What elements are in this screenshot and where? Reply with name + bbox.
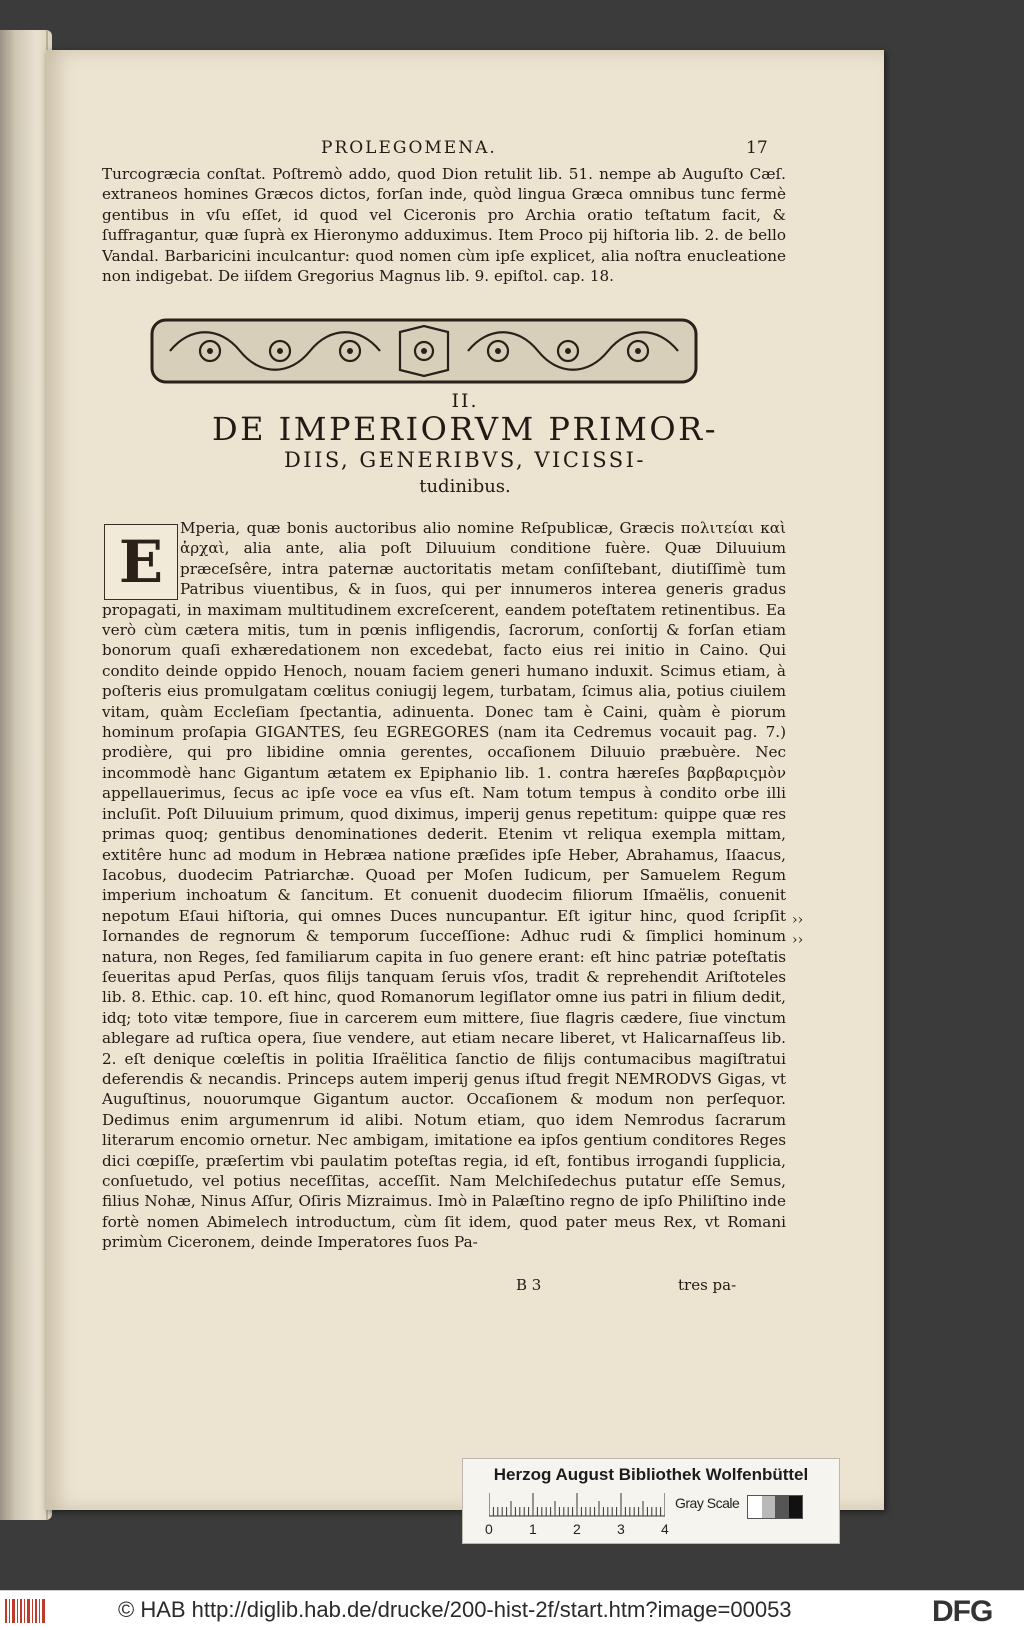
barcode-icon <box>4 1597 48 1625</box>
copyright-link[interactable]: © HAB http://diglib.hab.de/drucke/200-hist-2f/start.htm?image=00053 <box>118 1597 792 1622</box>
ruler-icon <box>489 1491 665 1517</box>
printer-signature: B 3 <box>516 1276 542 1294</box>
dfg-logo: DFG <box>932 1595 993 1628</box>
page-number: 17 <box>746 138 768 158</box>
swatch-cell <box>789 1496 803 1518</box>
section-number: II. <box>451 390 479 412</box>
gray-scale-label: Gray Scale <box>675 1495 740 1511</box>
main-text-block <box>102 518 786 1253</box>
left-page-edge <box>0 30 52 1520</box>
swatch-cell <box>775 1496 789 1518</box>
footer-bar <box>0 1590 1024 1630</box>
intro-paragraph: Turcogræcia conſtat. Poſtremò addo, quod Dion retulit lib. 51. nempe ab Auguſto Cæſ. extraneos homines Græcos dictos, forſan inde, quòd lingua Græca omnibus tunc fermè gentibus in vſu eſſet, id quod vel Ciceronis pro Archia oratio teſtatum facit, & ſuffragantur, quæ ſuprà ex Hieronymo adduximus. Item Proco pij hiſtoria lib. 2. de bello Vandal. Barbaricini inculcantur: quod nomen cùm ipſe explicet, alia noſtra enucleatione non indigebat. De iiſdem Gregorius Magnus lib. 9. epiſtol. cap. 18. <box>102 165 786 286</box>
book-page <box>46 50 884 1510</box>
swatch-cell <box>762 1496 776 1518</box>
ruler-label: 0 <box>485 1521 493 1537</box>
ruler-label: 4 <box>661 1521 669 1537</box>
swatch-cell <box>748 1496 762 1518</box>
card-title: Herzog August Bibliothek Wolfenbüttel <box>493 1465 809 1484</box>
ruler-label: 3 <box>617 1521 625 1537</box>
section-title-line3: tudinibus. <box>419 476 511 497</box>
section-title-line1: DE IMPERIORVM PRIMOR- <box>211 410 719 448</box>
initial-spacer <box>102 518 180 598</box>
ruler-labels <box>485 1521 685 1539</box>
gray-scale-swatch <box>747 1495 803 1519</box>
color-reference-card <box>462 1458 840 1544</box>
main-paragraph: Mperia, quæ bonis auctoribus alio nomine Reſpublicæ, Græcis πολιτείαι καὶ ἀρχαὶ, alia ante, alia poſt Diluuium conditione fuère. Quæ Diluuium præceſsêre, intra paternæ auctoritatis metam conſiſtebant, diutiſſimè tum Patribus viuentibus, & in ſuos, qui per innumeros interea generis gradus propagati, in maximam multitudinem excreſcerent, eandem poteſtatem retinentibus. Ea verò cùm cætera mitis, tum in pœnis infligendis, ſacrorum, conſortij & forſan etiam bonorum quaſi exhæredationem non excedebat, facto eius rei initio in Caino. Qui condito deinde oppido Henoch, nouam faciem generi humano induxit. Scimus etiam, à poſteris eius promulgatam cœlitus coniugij legem, turbatam, ſcimus alia, potius ciuilem vitam, quàm Eccleſiam ſpectantia, adinuenta. Donec tam è Caini, quàm è piorum hominum proſapia GIGANTES, ſeu EGREGORES (nam ita Cedremus vocauit pag. 7.) prodière, qui pro libidine omnia gerentes, occaſionem Diluuio præbuère. Nec incommodè hanc Gigantum ætatem ex Epiphanio lib. 1. contra hæreſes βαρβαριςμὸν appellauerimus, ſecus ac ipſe voce ea vſus eſt. Nam totum tempus à condito orbe illi incluſit. Poſt Diluuium primum, quod diximus, imperij genus repetitum: quippe quæ res primas quoq; gentibus denominationes dederit. Etenim vt reliqua exempla mittam, extitêre hunc ad modum in Hebræa natione præſides ipſe Heber, Abrahamus, Iſaacus, Iacobus, duodecim Patriarchæ. Quoad per Moſen Iudicum, per Samuelem Regum imperium inchoatum & ſancitum. Et conuenit duodecim filiorum Iſmaëlis, conuenit nepotum Eſaui hiſtoria, qui omnes Duces nuncupantur. Eſt igitur hinc, quod ſcripſit Iornandes de regnorum & temporum ſucceſſione: Adhuc rudi & ſimplici hominum natura, non Reges, ſed familiarum capita in ſuo genere erant: eſt hinc patriæ poteſtatis ſeueritas apud Perſas, quos filijs tanquam ſeruis vſos, tradit & reprehendit Ariſtoteles lib. 8. Ethic. cap. 10. eſt hinc, quod Romanorum legiſlator omne ius patri in filium dedit, idq; toto vitæ tempore, ſiue in carcerem eum mittere, ſiue flagris cædere, ſiue vinctum ablegare ad ruſtica opera, ſiue vendere, aut etiam necare liberet, vt Halicarnaſſeus lib. 2. eſt denique cœleſtis in politia Iſraëlitica ſanctio de filijs contumacibus magiſtratui deferendis & necandis. Princeps autem imperij genus iſtud fregit NEMRODVS Gigas, vt Auguſtinus, nouorumque Gigantum auctor. Occaſionem & modum non perſequor. Dedimus enim argumenrum id alibi. Notum etiam, quo idem Nemrodus ſacrarum literarum encomio ornetur. Nec ambigam, imitatione ea ipſos gentium conditores Reges dici cœpiſſe, præſertim vbi paulatim poteſtas regia, id eſt, fontibus irrogandi ſupplicia, conſuetudo, vel potius neceſſitas, acceſſit. Nam Melchiſedechus putatur eſſe Semus, filius Nohæ, Ninus Aſſur, Oſiris Mizraimus. Imò in Palæſtino regno de ipſo Philiſtino inde fortè nomen Abimelech introductum, cùm ſit idem, quod pater meus Rex, vt Romani primùm Ciceronem, deinde Imperatores ſuos Pa- <box>102 519 786 1252</box>
margin-quote-mark: ›› <box>792 912 804 928</box>
margin-quote-mark: ›› <box>792 932 804 948</box>
section-title-line2: DIIS, GENERIBVS, VICISSI- <box>283 448 647 472</box>
running-title: PROLEGOMENA. <box>321 138 497 158</box>
catchword: tres pa- <box>678 1276 737 1294</box>
ornament-band-icon <box>150 318 698 384</box>
initial-letter: E <box>118 528 164 596</box>
ruler-label: 2 <box>573 1521 581 1537</box>
running-head <box>46 138 884 164</box>
ruler-label: 1 <box>529 1521 537 1537</box>
